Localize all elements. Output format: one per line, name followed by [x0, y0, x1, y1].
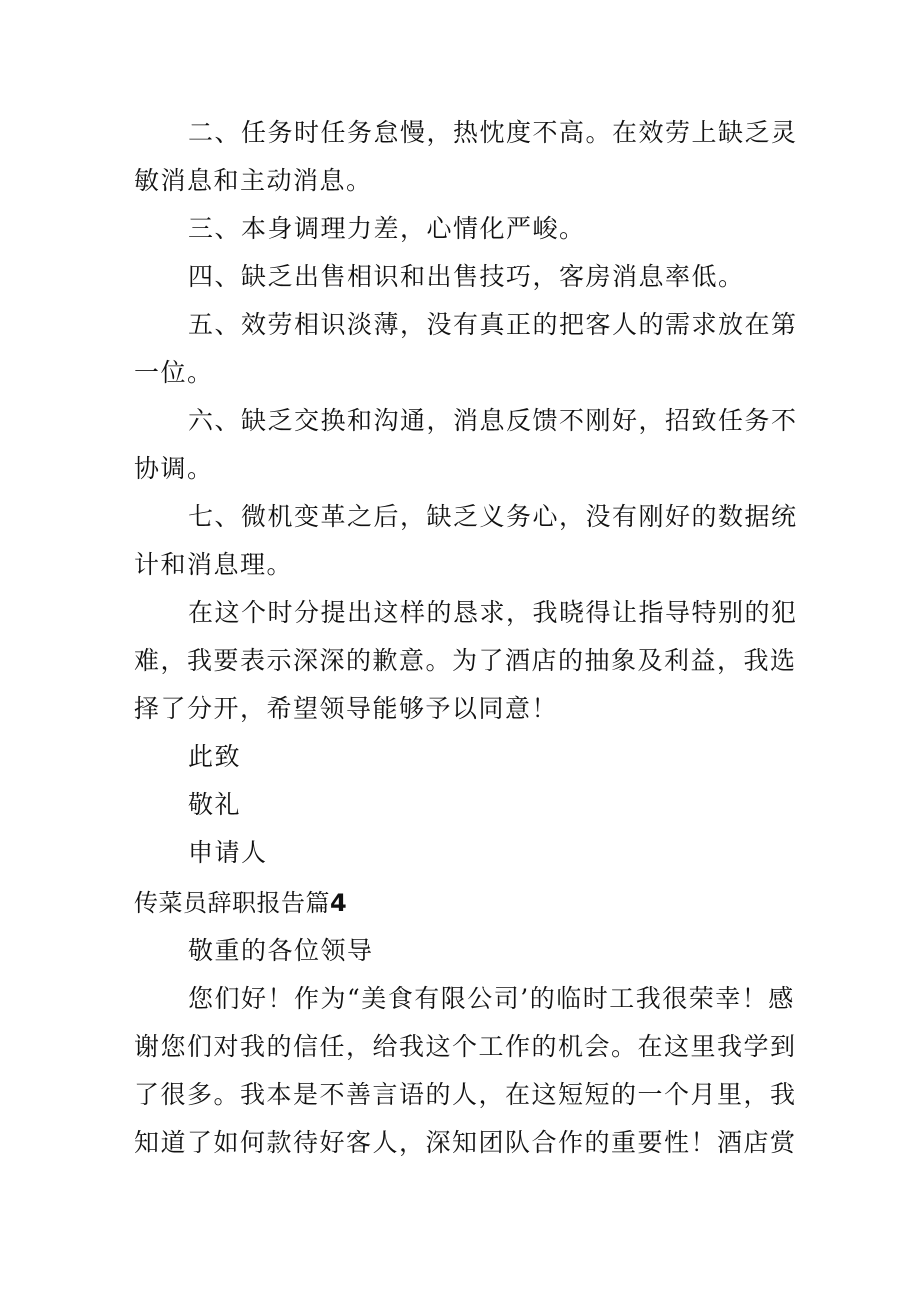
- salutation-jing-li: 敬礼: [188, 790, 242, 819]
- paragraph-5-line-2: 一位。: [134, 358, 214, 387]
- closing-paragraph-line-2: 难，我要表示深深的歉意。为了酒店的抽象及利益，我选: [134, 646, 797, 675]
- applicant-label: 申请人: [188, 838, 268, 867]
- closing-paragraph-line-1: 在这个时分提出这样的恳求，我晓得让指导特别的犯: [188, 598, 798, 627]
- letter-greeting: 敬重的各位领导: [188, 936, 374, 965]
- paragraph-5-line-1: 五、效劳相识淡薄，没有真正的把客人的需求放在第: [188, 310, 798, 339]
- letter-body-line-4: 知道了如何款待好客人，深知团队合作的重要性！酒店赏: [134, 1128, 797, 1157]
- paragraph-7-line-1: 七、微机变革之后，缺乏义务心，没有刚好的数据统: [188, 502, 798, 531]
- paragraph-4: 四、缺乏出售相识和出售技巧，客房消息率低。: [188, 262, 745, 291]
- paragraph-6-line-2: 协调。: [134, 454, 214, 483]
- paragraph-2-line-1: 二、任务时任务怠慢，热忱度不高。在效劳上缺乏灵: [188, 118, 798, 147]
- paragraph-3: 三、本身调理力差，心情化严峻。: [188, 214, 586, 243]
- paragraph-6-line-1: 六、缺乏交换和沟通，消息反馈不刚好，招致任务不: [188, 406, 798, 435]
- letter-body-line-3: 了很多。我本是不善言语的人，在这短短的一个月里，我: [134, 1080, 797, 1109]
- section-heading: [134, 888, 347, 918]
- paragraph-2-line-2: 敏消息和主动消息。: [134, 166, 373, 195]
- letter-body-line-1: 您们好！作为“美食有限公司’的临时工我很荣幸！感: [188, 984, 795, 1013]
- paragraph-7-line-2: 计和消息理。: [134, 550, 294, 579]
- closing-paragraph-line-3: 择了分开，希望领导能够予以同意！: [134, 694, 559, 723]
- letter-body-line-2: 谢您们对我的信任，给我这个工作的机会。在这里我学到: [134, 1032, 797, 1061]
- section-heading-number: 4: [330, 889, 348, 917]
- section-heading-text: 传菜员辞职报告篇: [134, 889, 330, 917]
- salutation-ci-zhi: 此致: [188, 742, 242, 771]
